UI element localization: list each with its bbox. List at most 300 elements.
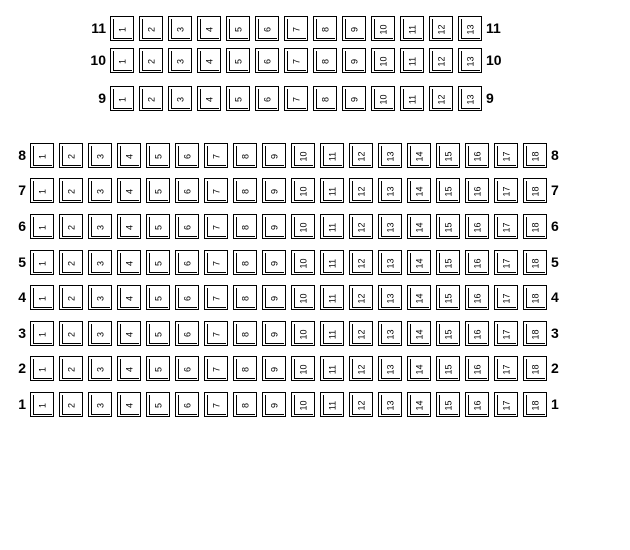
seat[interactable] xyxy=(139,48,163,73)
seat[interactable] xyxy=(349,321,373,346)
seat[interactable] xyxy=(30,143,54,168)
seat[interactable] xyxy=(458,48,482,73)
seat-number: 14 xyxy=(414,186,425,197)
seat-number: 17 xyxy=(501,222,512,233)
seat[interactable] xyxy=(88,321,112,346)
seat[interactable] xyxy=(59,250,83,275)
seat-number: 6 xyxy=(182,366,193,372)
seat-number: 1 xyxy=(37,224,48,230)
seat[interactable] xyxy=(146,250,170,275)
seat[interactable] xyxy=(291,250,315,275)
seat[interactable] xyxy=(494,285,518,310)
seat-group xyxy=(30,356,547,381)
seat[interactable] xyxy=(284,48,308,73)
seat-number: 17 xyxy=(501,258,512,269)
seat-number: 11 xyxy=(327,258,338,268)
seat[interactable] xyxy=(291,392,315,417)
seat[interactable] xyxy=(204,214,228,239)
seat[interactable] xyxy=(284,16,308,41)
seat-number: 10 xyxy=(378,94,389,105)
seat[interactable] xyxy=(88,250,112,275)
row-label-left: 3 xyxy=(18,325,26,341)
seat[interactable] xyxy=(262,321,286,346)
seat[interactable] xyxy=(255,86,279,111)
seat[interactable] xyxy=(429,16,453,41)
seat[interactable] xyxy=(117,392,141,417)
seat-number: 4 xyxy=(204,96,215,102)
seat[interactable] xyxy=(284,86,308,111)
seat[interactable] xyxy=(320,321,344,346)
seat-number: 4 xyxy=(124,331,135,337)
seat[interactable] xyxy=(117,178,141,203)
seat[interactable] xyxy=(255,16,279,41)
seat-number: 16 xyxy=(472,186,483,197)
seat-number: 10 xyxy=(298,293,309,304)
seat-number: 6 xyxy=(182,295,193,301)
seat[interactable] xyxy=(313,86,337,111)
row-label-right: 8 xyxy=(551,147,559,163)
seat-number: 14 xyxy=(414,400,425,411)
seat[interactable] xyxy=(378,392,402,417)
seat[interactable] xyxy=(400,86,424,111)
seat-number: 15 xyxy=(443,186,454,197)
seat[interactable] xyxy=(88,214,112,239)
seat[interactable] xyxy=(88,143,112,168)
seat-number: 12 xyxy=(356,258,367,269)
seat-number: 15 xyxy=(443,222,454,233)
row-label-left: 10 xyxy=(90,52,106,68)
seat[interactable] xyxy=(146,392,170,417)
seat[interactable] xyxy=(523,285,547,310)
seat[interactable] xyxy=(349,250,373,275)
seat[interactable] xyxy=(233,250,257,275)
seat[interactable] xyxy=(110,16,134,41)
seat[interactable] xyxy=(378,321,402,346)
seat-number: 7 xyxy=(211,260,222,266)
seat[interactable] xyxy=(494,143,518,168)
seat-number: 11 xyxy=(407,56,418,66)
seat[interactable] xyxy=(59,178,83,203)
seat[interactable] xyxy=(378,356,402,381)
seat-number: 13 xyxy=(385,400,396,411)
seat[interactable] xyxy=(436,356,460,381)
seat-number: 9 xyxy=(269,402,280,408)
row-label-left: 9 xyxy=(98,90,106,106)
seat[interactable] xyxy=(407,214,431,239)
seat[interactable] xyxy=(291,285,315,310)
seat-number: 17 xyxy=(501,151,512,162)
seat[interactable] xyxy=(139,16,163,41)
seat-row xyxy=(0,212,577,240)
seat[interactable] xyxy=(371,48,395,73)
seat[interactable] xyxy=(168,48,192,73)
seat[interactable] xyxy=(146,143,170,168)
seat-number: 11 xyxy=(327,186,338,196)
seat[interactable] xyxy=(436,250,460,275)
seat[interactable] xyxy=(523,356,547,381)
seat-number: 3 xyxy=(175,26,186,32)
seat-number: 9 xyxy=(269,188,280,194)
seat-group xyxy=(110,86,482,111)
seat[interactable] xyxy=(88,178,112,203)
seat-number: 4 xyxy=(124,153,135,159)
seat-number: 10 xyxy=(298,258,309,269)
seat[interactable] xyxy=(407,250,431,275)
seat-number: 2 xyxy=(146,58,157,64)
seat[interactable] xyxy=(30,178,54,203)
seat[interactable] xyxy=(291,178,315,203)
seat[interactable] xyxy=(197,16,221,41)
seat[interactable] xyxy=(494,392,518,417)
seat-number: 7 xyxy=(211,188,222,194)
seat[interactable] xyxy=(523,250,547,275)
seat[interactable] xyxy=(204,250,228,275)
seat-number: 4 xyxy=(124,402,135,408)
seat-number: 8 xyxy=(320,58,331,64)
seat-number: 15 xyxy=(443,258,454,269)
seat-number: 17 xyxy=(501,364,512,375)
seat[interactable] xyxy=(465,285,489,310)
seat-row xyxy=(0,141,577,169)
seat-number: 6 xyxy=(182,331,193,337)
seat[interactable] xyxy=(342,16,366,41)
seat[interactable] xyxy=(342,86,366,111)
seat[interactable] xyxy=(494,356,518,381)
seat[interactable] xyxy=(139,86,163,111)
seat[interactable] xyxy=(320,143,344,168)
seat[interactable] xyxy=(407,356,431,381)
seat[interactable] xyxy=(349,356,373,381)
seat[interactable] xyxy=(146,178,170,203)
seat[interactable] xyxy=(313,16,337,41)
seat[interactable] xyxy=(407,178,431,203)
seat[interactable] xyxy=(313,48,337,73)
seat-number: 2 xyxy=(146,96,157,102)
seat-number: 11 xyxy=(327,364,338,374)
seat-number: 5 xyxy=(153,295,164,301)
seat[interactable] xyxy=(175,143,199,168)
seat-number: 5 xyxy=(233,58,244,64)
seat[interactable] xyxy=(371,16,395,41)
seat[interactable] xyxy=(146,285,170,310)
seat-row xyxy=(0,283,577,311)
row-label-left: 7 xyxy=(18,182,26,198)
seat[interactable] xyxy=(291,214,315,239)
seat[interactable] xyxy=(378,143,402,168)
seat[interactable] xyxy=(291,356,315,381)
seat[interactable] xyxy=(436,392,460,417)
seat[interactable] xyxy=(255,48,279,73)
seat[interactable] xyxy=(320,214,344,239)
seat[interactable] xyxy=(494,178,518,203)
seat[interactable] xyxy=(429,86,453,111)
seat-row xyxy=(0,248,577,276)
seat-number: 4 xyxy=(124,260,135,266)
seat[interactable] xyxy=(465,250,489,275)
seat[interactable] xyxy=(204,143,228,168)
seat[interactable] xyxy=(30,285,54,310)
seat-group xyxy=(30,321,547,346)
seat[interactable] xyxy=(349,285,373,310)
seat[interactable] xyxy=(204,285,228,310)
seat[interactable] xyxy=(30,214,54,239)
seat-number: 12 xyxy=(356,151,367,162)
seat-group xyxy=(30,392,547,417)
seat[interactable] xyxy=(378,285,402,310)
seat[interactable] xyxy=(204,392,228,417)
seat-number: 4 xyxy=(124,366,135,372)
row-label-right: 1 xyxy=(551,396,559,412)
seat-group xyxy=(30,214,547,239)
seat[interactable] xyxy=(110,48,134,73)
seat[interactable] xyxy=(262,250,286,275)
seat-number: 15 xyxy=(443,293,454,304)
seat[interactable] xyxy=(458,86,482,111)
seat[interactable] xyxy=(465,214,489,239)
seat[interactable] xyxy=(407,143,431,168)
seat[interactable] xyxy=(349,178,373,203)
seat[interactable] xyxy=(88,392,112,417)
seat[interactable] xyxy=(110,86,134,111)
seat[interactable] xyxy=(30,356,54,381)
seat[interactable] xyxy=(226,48,250,73)
seat[interactable] xyxy=(233,178,257,203)
seat[interactable] xyxy=(175,392,199,417)
seat[interactable] xyxy=(320,392,344,417)
seat[interactable] xyxy=(233,321,257,346)
seat[interactable] xyxy=(88,356,112,381)
seat-number: 11 xyxy=(327,400,338,410)
seat[interactable] xyxy=(262,214,286,239)
seat-number: 14 xyxy=(414,364,425,375)
seat-number: 6 xyxy=(182,224,193,230)
seat-number: 13 xyxy=(385,222,396,233)
seat-number: 3 xyxy=(95,331,106,337)
seat-number: 2 xyxy=(146,26,157,32)
seat-number: 8 xyxy=(240,153,251,159)
seat[interactable] xyxy=(88,285,112,310)
seat[interactable] xyxy=(146,214,170,239)
seat[interactable] xyxy=(30,250,54,275)
seat[interactable] xyxy=(175,356,199,381)
seat[interactable] xyxy=(175,285,199,310)
seat-number: 3 xyxy=(95,402,106,408)
seat[interactable] xyxy=(494,321,518,346)
seat[interactable] xyxy=(262,392,286,417)
seat[interactable] xyxy=(400,16,424,41)
seat-number: 7 xyxy=(211,295,222,301)
seat-number: 9 xyxy=(269,224,280,230)
seat-number: 18 xyxy=(530,400,541,411)
seat[interactable] xyxy=(378,214,402,239)
seat[interactable] xyxy=(175,321,199,346)
row-label-left: 1 xyxy=(18,396,26,412)
seat-number: 4 xyxy=(124,295,135,301)
seat-number: 2 xyxy=(66,153,77,159)
seat[interactable] xyxy=(320,178,344,203)
seat-number: 2 xyxy=(66,260,77,266)
seat-number: 4 xyxy=(204,58,215,64)
seat[interactable] xyxy=(342,48,366,73)
seat[interactable] xyxy=(465,178,489,203)
seat[interactable] xyxy=(59,321,83,346)
seat[interactable] xyxy=(262,143,286,168)
seat[interactable] xyxy=(233,356,257,381)
seat[interactable] xyxy=(429,48,453,73)
seat-number: 6 xyxy=(262,96,273,102)
seat[interactable] xyxy=(117,143,141,168)
seat-number: 12 xyxy=(356,222,367,233)
seat-number: 11 xyxy=(327,151,338,161)
seat[interactable] xyxy=(465,143,489,168)
seat[interactable] xyxy=(175,250,199,275)
seat-number: 3 xyxy=(95,295,106,301)
seat-number: 8 xyxy=(240,295,251,301)
seat[interactable] xyxy=(168,16,192,41)
seat[interactable] xyxy=(407,285,431,310)
seat-number: 2 xyxy=(66,295,77,301)
seat-number: 13 xyxy=(385,364,396,375)
row-label-left: 8 xyxy=(18,147,26,163)
seat[interactable] xyxy=(168,86,192,111)
seat[interactable] xyxy=(233,392,257,417)
seat-number: 18 xyxy=(530,186,541,197)
seat[interactable] xyxy=(117,250,141,275)
seat[interactable] xyxy=(175,178,199,203)
seat[interactable] xyxy=(226,16,250,41)
seat[interactable] xyxy=(400,48,424,73)
seat-number: 13 xyxy=(385,186,396,197)
seat[interactable] xyxy=(523,178,547,203)
seat[interactable] xyxy=(349,143,373,168)
seat[interactable] xyxy=(349,214,373,239)
seat-number: 8 xyxy=(240,188,251,194)
seat[interactable] xyxy=(407,321,431,346)
seat-number: 13 xyxy=(465,94,476,105)
seat-number: 16 xyxy=(472,364,483,375)
seat[interactable] xyxy=(349,392,373,417)
seat-number: 8 xyxy=(240,402,251,408)
seat[interactable] xyxy=(233,143,257,168)
seat[interactable] xyxy=(59,143,83,168)
row-label-right: 11 xyxy=(486,20,501,36)
row-label-left: 4 xyxy=(18,289,26,305)
seat[interactable] xyxy=(436,285,460,310)
seat[interactable] xyxy=(320,356,344,381)
seat[interactable] xyxy=(233,285,257,310)
seat-group xyxy=(30,143,547,168)
seat[interactable] xyxy=(226,86,250,111)
seat-number: 5 xyxy=(233,26,244,32)
seat[interactable] xyxy=(117,285,141,310)
seat[interactable] xyxy=(291,143,315,168)
seat[interactable] xyxy=(233,214,257,239)
seat[interactable] xyxy=(436,321,460,346)
seat-number: 5 xyxy=(153,260,164,266)
seat[interactable] xyxy=(117,214,141,239)
seat[interactable] xyxy=(523,214,547,239)
seat[interactable] xyxy=(320,285,344,310)
seat-number: 15 xyxy=(443,329,454,340)
seat[interactable] xyxy=(59,285,83,310)
seat[interactable] xyxy=(378,250,402,275)
seat-number: 4 xyxy=(124,188,135,194)
seat[interactable] xyxy=(523,143,547,168)
seat[interactable] xyxy=(291,321,315,346)
seat-number: 6 xyxy=(182,188,193,194)
seat[interactable] xyxy=(204,356,228,381)
seat[interactable] xyxy=(262,285,286,310)
seat[interactable] xyxy=(204,178,228,203)
seat[interactable] xyxy=(458,16,482,41)
seat-group xyxy=(110,16,482,41)
seat[interactable] xyxy=(59,356,83,381)
seat-group xyxy=(110,48,482,73)
seat-number: 10 xyxy=(298,186,309,197)
seat[interactable] xyxy=(204,321,228,346)
seat[interactable] xyxy=(378,178,402,203)
seat[interactable] xyxy=(465,356,489,381)
seat[interactable] xyxy=(494,214,518,239)
seat-number: 3 xyxy=(95,366,106,372)
seat[interactable] xyxy=(465,392,489,417)
seat-number: 7 xyxy=(211,402,222,408)
seat-number: 11 xyxy=(327,222,338,232)
seat[interactable] xyxy=(30,392,54,417)
seat[interactable] xyxy=(436,143,460,168)
seat-group xyxy=(30,285,547,310)
seat[interactable] xyxy=(117,321,141,346)
seat[interactable] xyxy=(175,214,199,239)
seat[interactable] xyxy=(494,250,518,275)
seat[interactable] xyxy=(407,392,431,417)
seat-number: 17 xyxy=(501,293,512,304)
seat-number: 18 xyxy=(530,293,541,304)
seat[interactable] xyxy=(436,178,460,203)
seat[interactable] xyxy=(197,48,221,73)
seat-row xyxy=(0,390,577,418)
seat[interactable] xyxy=(465,321,489,346)
seat-number: 8 xyxy=(240,224,251,230)
seat-number: 3 xyxy=(95,260,106,266)
seat[interactable] xyxy=(436,214,460,239)
seat[interactable] xyxy=(146,321,170,346)
row-label-left: 6 xyxy=(18,218,26,234)
seat[interactable] xyxy=(320,250,344,275)
seat-number: 1 xyxy=(37,331,48,337)
seat-number: 6 xyxy=(262,58,273,64)
seat-number: 9 xyxy=(269,331,280,337)
seat[interactable] xyxy=(117,356,141,381)
row-label-right: 9 xyxy=(486,90,494,106)
seat[interactable] xyxy=(59,392,83,417)
seat[interactable] xyxy=(197,86,221,111)
seat-number: 15 xyxy=(443,151,454,162)
seat[interactable] xyxy=(146,356,170,381)
seat-number: 11 xyxy=(327,329,338,339)
seat[interactable] xyxy=(30,321,54,346)
seat-number: 8 xyxy=(320,26,331,32)
seat[interactable] xyxy=(523,321,547,346)
seat[interactable] xyxy=(371,86,395,111)
seat[interactable] xyxy=(262,178,286,203)
seat[interactable] xyxy=(523,392,547,417)
seat-number: 2 xyxy=(66,188,77,194)
seat-number: 3 xyxy=(95,224,106,230)
seat[interactable] xyxy=(262,356,286,381)
seat-number: 6 xyxy=(182,260,193,266)
seat[interactable] xyxy=(59,214,83,239)
